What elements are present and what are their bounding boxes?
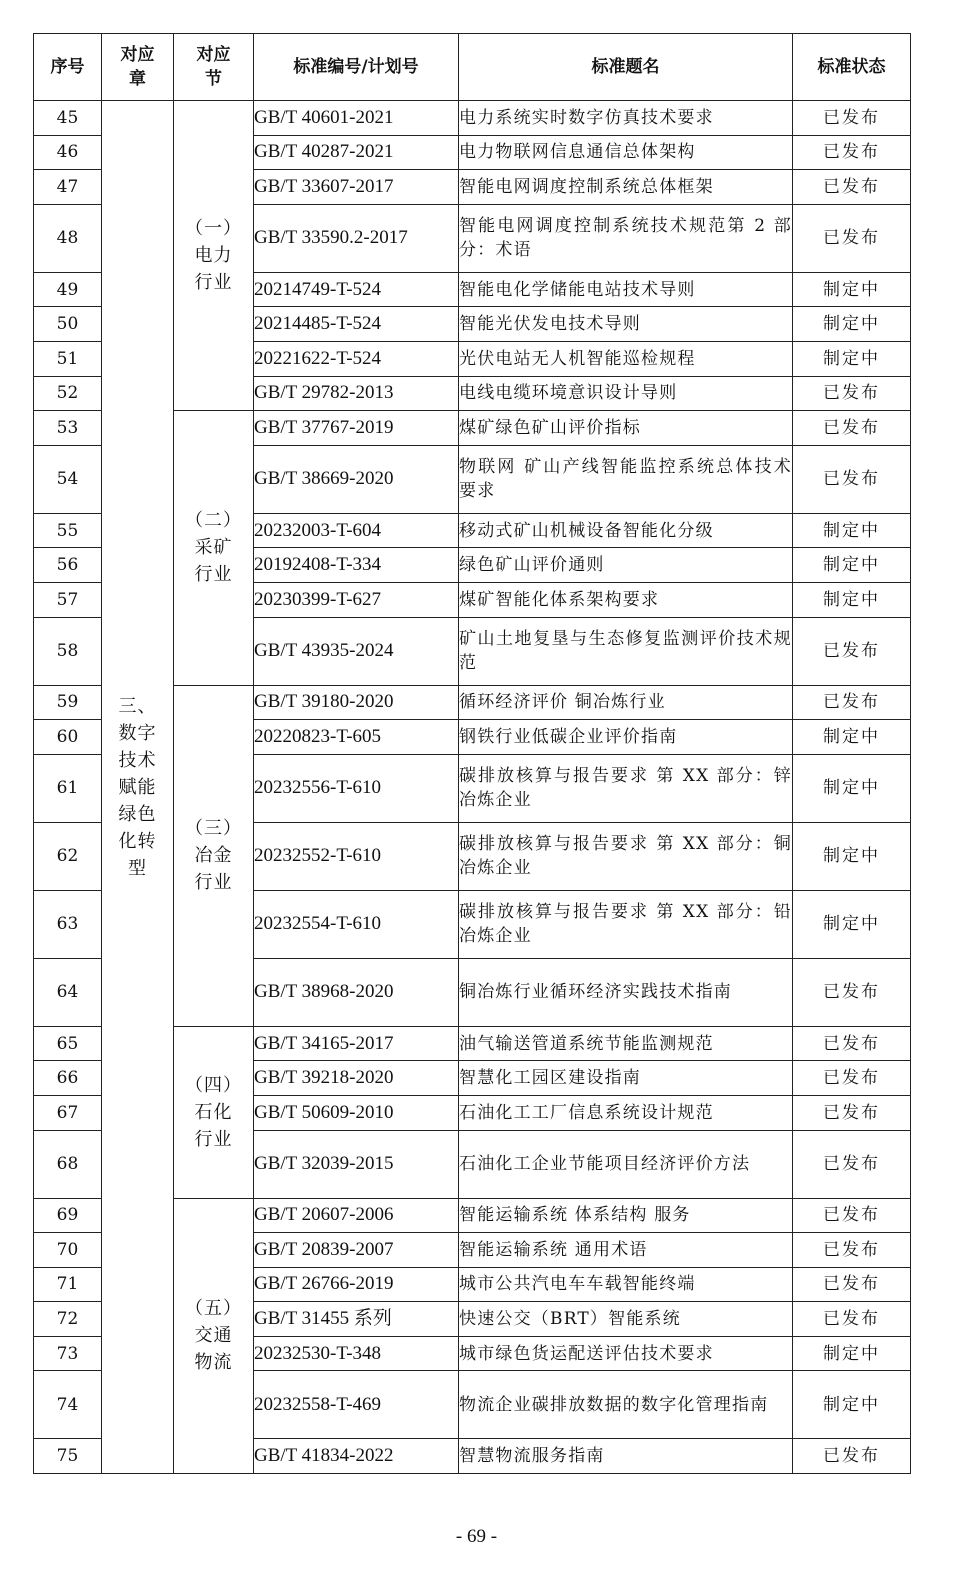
standard-code: GB/T 41834-2022 [254, 1439, 459, 1474]
standard-title: 钢铁行业低碳企业评价指南 [459, 720, 793, 755]
row-number: 75 [34, 1439, 102, 1474]
row-number: 53 [34, 411, 102, 446]
standard-code: 20214749-T-524 [254, 272, 459, 307]
row-number: 45 [34, 101, 102, 136]
standard-title: 电力系统实时数字仿真技术要求 [459, 101, 793, 136]
standard-title: 循环经济评价 铜冶炼行业 [459, 685, 793, 720]
standard-status: 制定中 [793, 513, 911, 548]
standard-status: 已发布 [793, 1026, 911, 1061]
standard-code: 20232003-T-604 [254, 513, 459, 548]
row-number: 46 [34, 135, 102, 170]
table-body [34, 101, 911, 1474]
standard-code: GB/T 26766-2019 [254, 1267, 459, 1302]
standard-title: 碳排放核算与报告要求 第 XX 部分：锌冶炼企业 [459, 754, 793, 822]
standard-code: 20221622-T-524 [254, 341, 459, 376]
standard-title: 煤矿绿色矿山评价指标 [459, 411, 793, 446]
standard-title: 石油化工企业节能项目经济评价方法 [459, 1130, 793, 1198]
standard-code: GB/T 31455 系列 [254, 1302, 459, 1337]
standard-title: 煤矿智能化体系架构要求 [459, 582, 793, 617]
standard-status: 已发布 [793, 1095, 911, 1130]
standard-status: 制定中 [793, 754, 911, 822]
standard-title: 城市绿色货运配送评估技术要求 [459, 1336, 793, 1371]
standard-title: 矿山土地复垦与生态修复监测评价技术规范 [459, 617, 793, 685]
standard-title: 碳排放核算与报告要求 第 XX 部分：铅冶炼企业 [459, 890, 793, 958]
standard-status: 制定中 [793, 341, 911, 376]
row-number: 47 [34, 170, 102, 205]
standard-title: 碳排放核算与报告要求 第 XX 部分：铜冶炼企业 [459, 822, 793, 890]
standard-title: 智能运输系统 体系结构 服务 [459, 1198, 793, 1233]
col-header-section: 对应 节 [174, 34, 254, 101]
section-cell [174, 101, 254, 411]
section-label: （二） 采矿 行业 [185, 510, 242, 586]
standard-code: GB/T 40287-2021 [254, 135, 459, 170]
standard-title: 油气输送管道系统节能监测规范 [459, 1026, 793, 1061]
standard-status: 已发布 [793, 445, 911, 513]
row-number: 60 [34, 720, 102, 755]
col-header-title: 标准题名 [459, 34, 793, 101]
section-cell [174, 1198, 254, 1474]
row-number: 69 [34, 1198, 102, 1233]
row-number: 63 [34, 890, 102, 958]
row-number: 52 [34, 376, 102, 411]
standard-title: 智能电网调度控制系统总体框架 [459, 170, 793, 205]
standard-status: 已发布 [793, 617, 911, 685]
section-label: （五） 交通 物流 [185, 1298, 242, 1374]
header-row [34, 34, 911, 101]
standard-status: 制定中 [793, 1336, 911, 1371]
standard-title: 电力物联网信息通信总体架构 [459, 135, 793, 170]
standard-status: 已发布 [793, 170, 911, 205]
table-row [34, 101, 911, 136]
standard-status: 制定中 [793, 548, 911, 583]
standard-code: 20232554-T-610 [254, 890, 459, 958]
row-number: 64 [34, 958, 102, 1026]
standard-title: 智能运输系统 通用术语 [459, 1233, 793, 1268]
standard-code: 20232530-T-348 [254, 1336, 459, 1371]
standard-title: 智能光伏发电技术导则 [459, 307, 793, 342]
standard-code: GB/T 38669-2020 [254, 445, 459, 513]
standard-title: 智慧物流服务指南 [459, 1439, 793, 1474]
standard-title: 智慧化工园区建设指南 [459, 1061, 793, 1096]
row-number: 72 [34, 1302, 102, 1337]
standard-code: 20214485-T-524 [254, 307, 459, 342]
standard-code: GB/T 38968-2020 [254, 958, 459, 1026]
col-header-chapter: 对应 章 [102, 34, 174, 101]
standard-status: 制定中 [793, 582, 911, 617]
standard-status: 已发布 [793, 204, 911, 272]
row-number: 54 [34, 445, 102, 513]
section-label: （三） 冶金 行业 [185, 818, 242, 894]
standard-status: 制定中 [793, 307, 911, 342]
standard-title: 智能电化学储能电站技术导则 [459, 272, 793, 307]
standard-code: 20192408-T-334 [254, 548, 459, 583]
standard-status: 已发布 [793, 135, 911, 170]
standard-status: 已发布 [793, 1267, 911, 1302]
standard-code: GB/T 20839-2007 [254, 1233, 459, 1268]
standard-status: 已发布 [793, 685, 911, 720]
standard-title: 物流企业碳排放数据的数字化管理指南 [459, 1371, 793, 1439]
standard-code: GB/T 33590.2-2017 [254, 204, 459, 272]
standard-title: 智能电网调度控制系统技术规范第 2 部分：术语 [459, 204, 793, 272]
row-number: 55 [34, 513, 102, 548]
row-number: 68 [34, 1130, 102, 1198]
standard-status: 已发布 [793, 1233, 911, 1268]
row-number: 66 [34, 1061, 102, 1096]
standard-status: 制定中 [793, 272, 911, 307]
section-cell [174, 685, 254, 1026]
standard-status: 已发布 [793, 376, 911, 411]
standard-code: 20232556-T-610 [254, 754, 459, 822]
row-number: 74 [34, 1371, 102, 1439]
row-number: 51 [34, 341, 102, 376]
standard-title: 铜冶炼行业循环经济实践技术指南 [459, 958, 793, 1026]
row-number: 59 [34, 685, 102, 720]
standard-status: 制定中 [793, 720, 911, 755]
standard-code: GB/T 34165-2017 [254, 1026, 459, 1061]
standard-title: 城市公共汽电车车载智能终端 [459, 1267, 793, 1302]
chapter-cell [102, 101, 174, 1474]
standard-code: GB/T 39180-2020 [254, 685, 459, 720]
standard-status: 制定中 [793, 822, 911, 890]
row-number: 67 [34, 1095, 102, 1130]
standards-table [33, 33, 911, 1474]
page-number: - 69 - [455, 1526, 498, 1547]
standard-code: GB/T 40601-2021 [254, 101, 459, 136]
standard-code: 20232552-T-610 [254, 822, 459, 890]
standard-title: 绿色矿山评价通则 [459, 548, 793, 583]
row-number: 65 [34, 1026, 102, 1061]
row-number: 50 [34, 307, 102, 342]
row-number: 73 [34, 1336, 102, 1371]
section-label: （四） 石化 行业 [185, 1074, 242, 1150]
row-number: 57 [34, 582, 102, 617]
row-number: 62 [34, 822, 102, 890]
standard-code: GB/T 50609-2010 [254, 1095, 459, 1130]
standard-title: 电线电缆环境意识设计导则 [459, 376, 793, 411]
row-number: 58 [34, 617, 102, 685]
standard-code: GB/T 32039-2015 [254, 1130, 459, 1198]
standard-status: 已发布 [793, 1439, 911, 1474]
standard-title: 光伏电站无人机智能巡检规程 [459, 341, 793, 376]
standard-status: 制定中 [793, 1371, 911, 1439]
standard-code: GB/T 20607-2006 [254, 1198, 459, 1233]
standard-code: GB/T 43935-2024 [254, 617, 459, 685]
standard-code: 20220823-T-605 [254, 720, 459, 755]
standard-status: 制定中 [793, 890, 911, 958]
standard-status: 已发布 [793, 958, 911, 1026]
section-cell [174, 1026, 254, 1198]
standard-status: 已发布 [793, 1198, 911, 1233]
standard-code: 20230399-T-627 [254, 582, 459, 617]
standard-status: 已发布 [793, 1302, 911, 1337]
standard-code: GB/T 39218-2020 [254, 1061, 459, 1096]
col-header-status: 标准状态 [793, 34, 911, 101]
row-number: 61 [34, 754, 102, 822]
col-header-code: 标准编号/计划号 [254, 34, 459, 101]
standard-code: GB/T 33607-2017 [254, 170, 459, 205]
row-number: 56 [34, 548, 102, 583]
row-number: 49 [34, 272, 102, 307]
standard-status: 已发布 [793, 1130, 911, 1198]
standard-status: 已发布 [793, 411, 911, 446]
standard-code: GB/T 29782-2013 [254, 376, 459, 411]
standard-title: 石油化工工厂信息系统设计规范 [459, 1095, 793, 1130]
section-cell [174, 411, 254, 685]
col-header-index: 序号 [34, 34, 102, 101]
row-number: 70 [34, 1233, 102, 1268]
row-number: 48 [34, 204, 102, 272]
standard-status: 已发布 [793, 1061, 911, 1096]
row-number: 71 [34, 1267, 102, 1302]
chapter-label: 三、 数字 技术 赋能 绿色 化转 型 [118, 695, 157, 879]
standard-code: GB/T 37767-2019 [254, 411, 459, 446]
standard-title: 移动式矿山机械设备智能化分级 [459, 513, 793, 548]
standard-title: 物联网 矿山产线智能监控系统总体技术要求 [459, 445, 793, 513]
standard-status: 已发布 [793, 101, 911, 136]
standard-title: 快速公交（BRT）智能系统 [459, 1302, 793, 1337]
section-label: （一） 电力 行业 [185, 218, 242, 294]
standard-code: 20232558-T-469 [254, 1371, 459, 1439]
